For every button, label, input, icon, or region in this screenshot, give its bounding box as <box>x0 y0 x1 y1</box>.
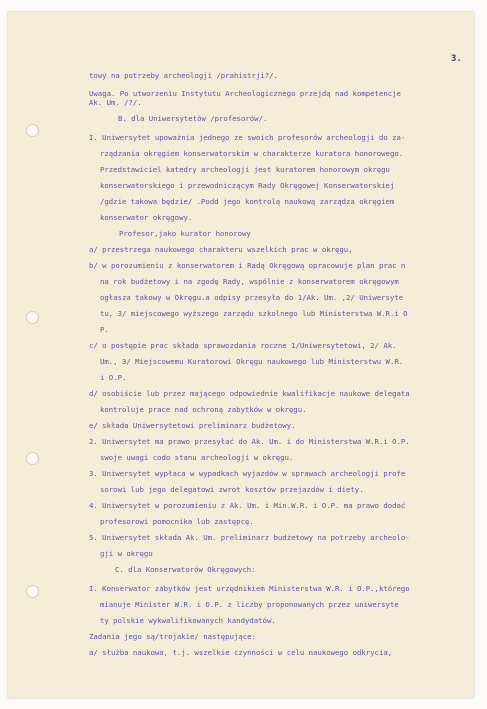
text-line: Profesor,jako kurator honorowy <box>119 229 251 238</box>
text-line: gji w okręgu <box>100 549 153 558</box>
text-line: profesorowi pomocnika lub zastępcę. <box>100 517 254 526</box>
text-line: tu, 3/ miejscowego wyższego zarządu szkolnego lub Ministerstwa W.R.i O <box>100 309 408 318</box>
text-line: a/ służba naukowa, t.j. wszelkie czynności w celu naukowego odkrycia, <box>89 648 393 657</box>
text-line: e/ składa Uniwersytetowi preliminarz budżetowy. <box>89 421 296 430</box>
text-line: konserwator okręgowy. <box>100 213 193 222</box>
section-heading: C. dla Konserwatorów Okręgowych: <box>115 565 256 574</box>
punch-hole <box>26 452 39 465</box>
text-line: na rok budżetowy i na zgodę Rady, wspólnie z konserwatorem okręgowym <box>100 277 399 286</box>
text-line: konserwatorskiego i przewodniczącym Rady Okręgowej Konserwatorskiej <box>100 181 395 190</box>
punch-hole <box>26 124 39 137</box>
text-line: Przedstawiciel katedry archeologji jest kuratorem honorowym okręgu <box>100 165 390 174</box>
text-line: Um., 3/ Miejscowemu Kuratorowi Okręgu naukowego lub Ministerstwu W.R. <box>100 357 404 366</box>
text-line: sorowi lub jego delegatowi zwrot kosztów przejazdów i diety. <box>100 485 364 494</box>
text-line: kontroluje prace nad ochroną zabytków w okręgu. <box>100 405 307 414</box>
text-line: towy na potrzeby archeologji /prahistrji?/. <box>89 71 278 80</box>
text-line: ogłasza takowy w Okręgu.a odpisy przesyła do 1/Ak. Um. ,2/ Uniwersyte <box>100 293 404 302</box>
text-line: a/ przestrzega naukowego charakteru wszelkich prac w okręgu, <box>89 245 353 254</box>
text-line: i O.P. <box>100 373 127 382</box>
punch-hole <box>26 311 39 324</box>
text-line: b/ w porozumieniu z konserwatorem i Radą Okręgową opracowuje plan prac n <box>89 261 406 270</box>
text-line: 4. Uniwersytet w porozumieniu z Ak. Um. i Min.W.R. i O.P. ma prawo dodać <box>89 501 406 510</box>
section-heading: B. dla Uniwersytetów /profesorów/. <box>118 114 268 123</box>
text-line: 2. Uniwersytet ma prawo przesyłać do Ak. Um. i do Ministerstwa W.R.i O.P. <box>89 437 410 446</box>
text-line: rządzania okręgiem konserwatorskim w charakterze kuratora honorowego. <box>100 149 404 158</box>
text-line: I. Uniwersytet upoważnia jednego ze swoich profesorów archeologji do za- <box>89 133 406 142</box>
text-line: Ak. Um. /?/. <box>89 98 142 107</box>
text-line: c/ o postępie prac składa sprawozdania roczne 1/Uniwersytetowi, 2/ Ak. <box>89 341 397 350</box>
text-line: /gdzie takowa będzie/ .Podd jego kontrolą naukową zarządza okręgiem <box>100 197 395 206</box>
text-line: 3. Uniwersytet wypłaca w wypadkach wyjazdów w sprawach archeologji profe <box>89 469 406 478</box>
text-line: Uwaga. Po utworzeniu Instytutu Archeologicznego przejdą nad kompetencje <box>89 89 401 98</box>
punch-hole <box>26 585 39 598</box>
page-number: 3. <box>451 54 462 64</box>
text-line: ty polskie wykwalifikowanych kandydatów. <box>100 616 276 625</box>
text-line: I. Konserwator zabytków jest urzędnikiem Ministerstwa W.R. i O.P.,którego <box>89 584 410 593</box>
text-line: swoje uwagi codo stanu archeologji w okręgu. <box>100 453 294 462</box>
text-line: P. <box>100 325 109 334</box>
text-line: mianuje Minister W.R. i O.P. z liczby proponowanych przez uniwersyte <box>100 600 399 609</box>
text-line: 5. Uniwersytet składa Ak. Um. preliminarz budżetowy na potrzeby archeolo- <box>89 533 410 542</box>
text-line: Zadania jego są/trojakie/ następujące: <box>89 632 256 641</box>
text-line: d/ osobiście lub przez mającego odpowiednie kwalifikacje naukowe delegata <box>89 389 410 398</box>
